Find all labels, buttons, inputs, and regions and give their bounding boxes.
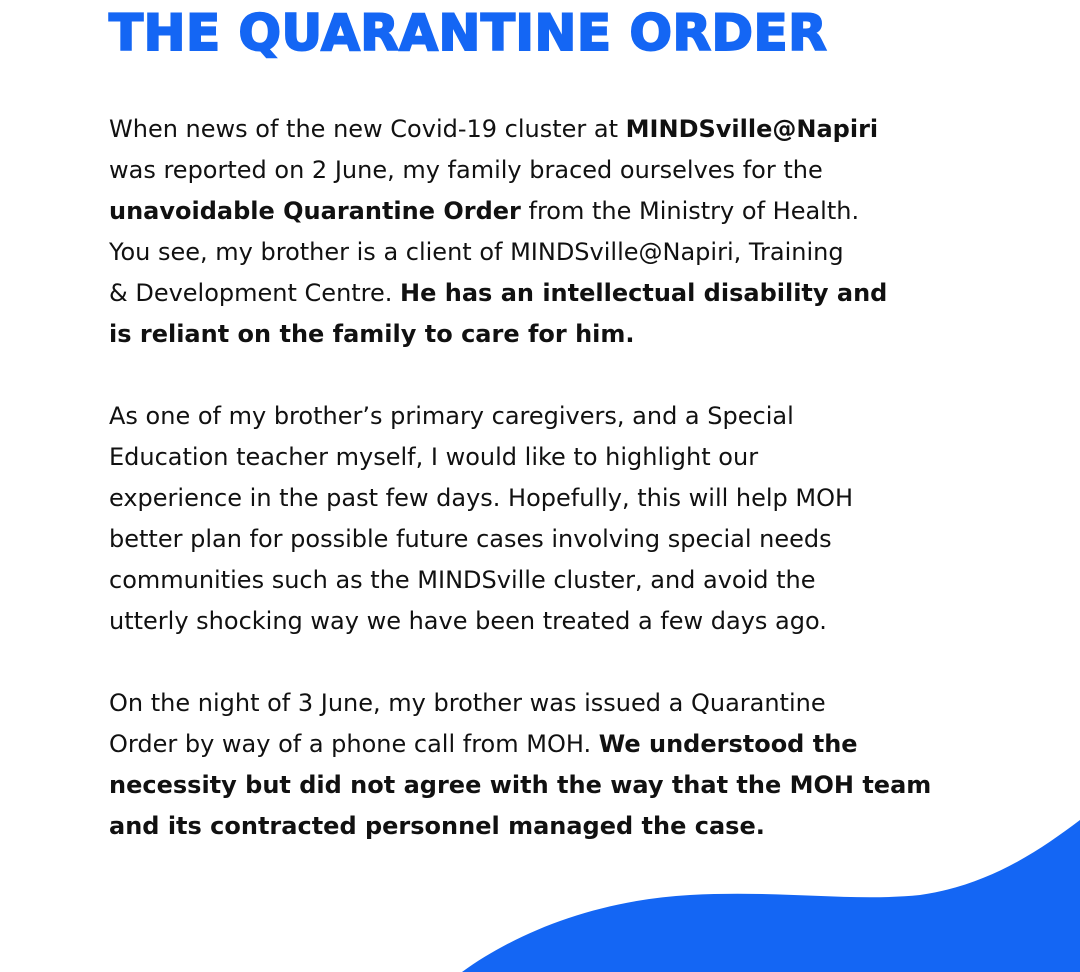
page-title: THE QUARANTINE ORDER bbox=[109, 4, 828, 62]
paragraph-order bbox=[109, 683, 931, 847]
paragraph-line: necessity but did not agree with the way that the MOH team bbox=[109, 771, 932, 799]
paragraph-line bbox=[109, 724, 931, 765]
paragraph-line: On the night of 3 June, my brother was issued a Quarantine bbox=[109, 689, 826, 717]
text-run: & Development Centre. bbox=[109, 279, 401, 307]
paragraph-line: utterly shocking way we have been treated a few days ago. bbox=[109, 607, 827, 635]
paragraph-line: and its contracted personnel managed the case. bbox=[109, 812, 765, 840]
bold-text: We understood the bbox=[598, 730, 858, 758]
paragraph-line: better plan for possible future cases involving special needs bbox=[109, 525, 832, 553]
paragraph-line: communities such as the MINDSville cluster, and avoid the bbox=[109, 566, 816, 594]
bold-text: He has an intellectual disability and bbox=[400, 279, 888, 307]
bold-text: unavoidable Quarantine Order bbox=[109, 197, 521, 225]
paragraph-line bbox=[109, 191, 887, 232]
paragraph-intro bbox=[109, 109, 887, 355]
paragraph-line: You see, my brother is a client of MINDSville@Napiri, Training bbox=[109, 238, 844, 266]
paragraph-line bbox=[109, 109, 887, 150]
paragraph-line: Education teacher myself, I would like to highlight our bbox=[109, 443, 759, 471]
text-run: When news of the new Covid-19 cluster at bbox=[109, 115, 626, 143]
paragraph-line bbox=[109, 273, 887, 314]
text-run: Order by way of a phone call from MOH. bbox=[109, 730, 599, 758]
paragraph-line: As one of my brother’s primary caregivers, and a Special bbox=[109, 402, 794, 430]
text-run: from the Ministry of Health. bbox=[520, 197, 860, 225]
paragraph-experience bbox=[109, 396, 853, 642]
paragraph-line: was reported on 2 June, my family braced ourselves for the bbox=[109, 156, 823, 184]
paragraph-line: experience in the past few days. Hopefully, this will help MOH bbox=[109, 484, 854, 512]
bold-text: MINDSville@Napiri bbox=[625, 115, 879, 143]
paragraph-line: is reliant on the family to care for him. bbox=[109, 320, 635, 348]
